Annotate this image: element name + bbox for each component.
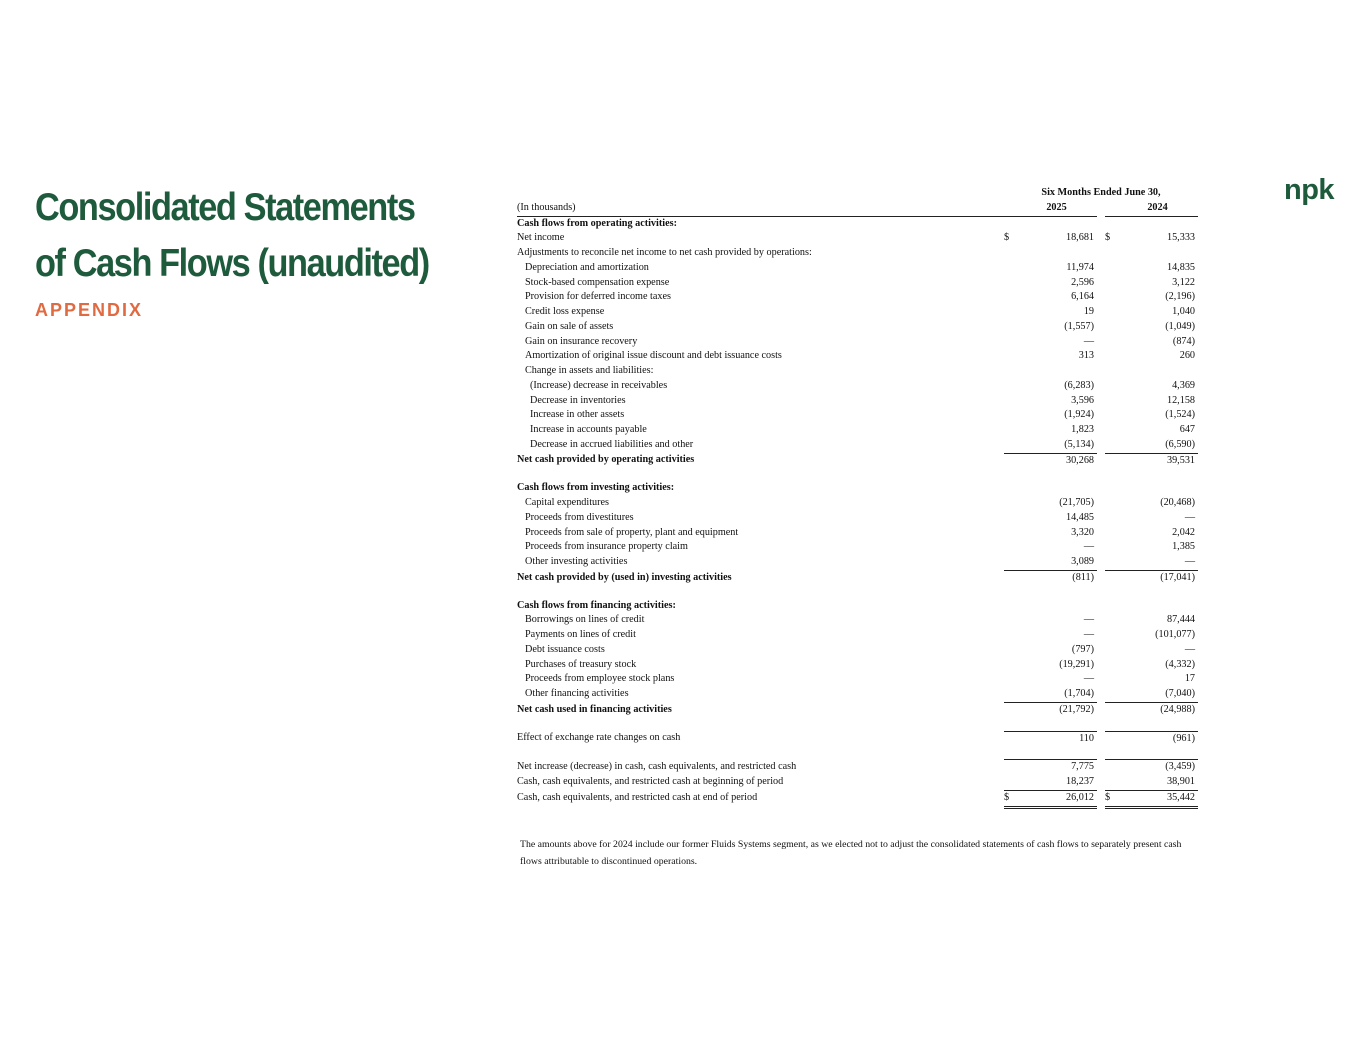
currency-symbol-2024 — [1105, 672, 1117, 687]
header-gap — [1097, 201, 1105, 216]
currency-symbol-2025 — [1004, 731, 1016, 746]
column-gap — [1097, 760, 1105, 775]
currency-symbol-2024 — [1105, 276, 1117, 291]
table-row — [517, 687, 1198, 702]
currency-symbol-2024 — [1105, 687, 1117, 702]
spacer-cell — [517, 586, 1004, 599]
spacer-cell — [1097, 468, 1105, 481]
column-gap — [1097, 702, 1105, 717]
currency-symbol-2024 — [1105, 349, 1117, 364]
currency-symbol-2025: $ — [1004, 790, 1016, 807]
line-item-label: Gain on sale of assets — [525, 320, 614, 332]
currency-symbol-2025 — [1004, 394, 1016, 409]
line-item-label: Other financing activities — [525, 688, 629, 700]
line-item-label: Gain on insurance recovery — [525, 335, 638, 347]
line-item-label: Proceeds from employee stock plans — [525, 673, 675, 685]
column-gap — [1097, 408, 1105, 423]
column-gap — [1097, 246, 1105, 261]
line-item-label: Proceeds from divestitures — [525, 511, 634, 523]
currency-symbol-2024 — [1105, 335, 1117, 350]
value-2024: (17,041) — [1160, 571, 1195, 583]
column-gap — [1097, 335, 1105, 350]
column-gap — [1097, 628, 1105, 643]
table-row — [517, 672, 1198, 687]
currency-symbol-2025 — [1004, 335, 1016, 350]
column-gap — [1097, 453, 1105, 468]
value-2025: 18,681 — [1065, 232, 1094, 244]
section-header-row — [517, 481, 1198, 496]
line-item-label: Cash, cash equivalents, and restricted cash at beginning of period — [517, 776, 784, 788]
spacer-cell — [1117, 746, 1198, 760]
spacer-cell — [1117, 468, 1198, 481]
column-gap — [1097, 305, 1105, 320]
value-2024: 17 — [1184, 673, 1195, 685]
line-item-label: Adjustments to reconcile net income to net cash provided by operations: — [517, 247, 812, 258]
value-2025: 6,164 — [1071, 291, 1094, 303]
value-2025: — — [1083, 541, 1094, 553]
value-2025 — [1016, 216, 1097, 231]
value-2024: 1,040 — [1172, 306, 1195, 317]
currency-symbol-2025 — [1004, 481, 1016, 496]
line-item-label: Cash flows from financing activities: — [517, 599, 676, 611]
currency-symbol-2024 — [1105, 246, 1117, 261]
line-item-label: Payments on lines of credit — [525, 629, 636, 640]
value-2024: 87,444 — [1166, 614, 1195, 626]
value-2025: (1,557) — [1064, 320, 1094, 332]
value-2024: (3,459) — [1117, 760, 1198, 775]
currency-symbol-2025 — [1004, 511, 1016, 526]
table-header-spacer — [517, 186, 1004, 201]
currency-symbol-2024 — [1105, 320, 1117, 335]
column-gap — [1097, 231, 1105, 246]
line-item-label: Decrease in inventories — [530, 394, 626, 406]
table-row — [517, 364, 1198, 379]
header-cell — [1105, 201, 1117, 216]
table-row — [517, 760, 1198, 775]
currency-symbol-2024 — [1105, 731, 1117, 746]
line-item-label: Stock-based compensation expense — [525, 276, 670, 288]
value-2025: 313 — [1078, 350, 1094, 362]
value-2024: 14,835 — [1166, 261, 1195, 273]
column-gap — [1097, 687, 1105, 702]
table-row — [517, 438, 1198, 453]
spacer-cell — [1016, 468, 1097, 481]
table-row — [517, 231, 1198, 246]
spacer-row — [517, 586, 1198, 599]
table-row — [517, 276, 1198, 291]
line-item-label: (Increase) decrease in receivables — [530, 379, 668, 391]
column-gap — [1097, 672, 1105, 687]
footnote: The amounts above for 2024 include our former Fluids Systems segment, as we elected not to adjust the consolidated statements of cash flows to separately present cash flows attributable to discontinued operations. — [520, 839, 1182, 867]
spacer-cell — [517, 718, 1004, 732]
value-2025: 14,485 — [1065, 511, 1094, 523]
currency-symbol-2024 — [1105, 760, 1117, 775]
spacer-cell — [1004, 718, 1016, 732]
value-2025: (5,134) — [1016, 438, 1097, 453]
currency-symbol-2025 — [1004, 379, 1016, 394]
spacer-cell — [1016, 718, 1097, 732]
table-row — [517, 379, 1198, 394]
table-row — [517, 643, 1198, 658]
table-row — [517, 394, 1198, 409]
line-item-label: Increase in other assets — [530, 409, 625, 421]
currency-symbol-2025 — [1004, 555, 1016, 570]
total-row — [517, 702, 1198, 717]
table-row — [517, 261, 1198, 276]
currency-symbol-2025 — [1004, 261, 1016, 276]
line-item-label: Cash flows from operating activities: — [517, 217, 677, 229]
table-row — [517, 511, 1198, 526]
currency-symbol-2025 — [1004, 423, 1016, 438]
line-item-label: Cash flows from investing activities: — [517, 482, 675, 494]
currency-symbol-2024 — [1105, 408, 1117, 423]
value-2024: 39,531 — [1166, 454, 1195, 466]
value-2024: (2,196) — [1165, 291, 1195, 303]
year-2025-header: 2025 — [1016, 201, 1097, 216]
currency-symbol-2024 — [1105, 379, 1117, 394]
currency-symbol-2025 — [1004, 305, 1016, 320]
page-title — [35, 180, 440, 292]
spacer-cell — [1105, 586, 1117, 599]
value-2024: — — [1117, 555, 1198, 570]
spacer-row — [517, 468, 1198, 481]
value-2025: 7,775 — [1016, 760, 1097, 775]
value-2025 — [1016, 246, 1097, 261]
currency-symbol-2025 — [1004, 672, 1016, 687]
value-2025: — — [1083, 629, 1094, 640]
value-2024: (101,077) — [1155, 629, 1195, 640]
currency-symbol-2024 — [1105, 216, 1117, 231]
currency-symbol-2024 — [1105, 599, 1117, 614]
currency-symbol-2025 — [1004, 216, 1016, 231]
value-2024: 2,042 — [1172, 526, 1195, 538]
line-item-label: Amortization of original issue discount and debt issuance costs — [525, 350, 782, 362]
currency-symbol-2025 — [1004, 408, 1016, 423]
line-item-label: Cash, cash equivalents, and restricted cash at end of period — [517, 792, 758, 804]
currency-symbol-2025 — [1004, 628, 1016, 643]
line-item-label: Debt issuance costs — [525, 643, 605, 655]
table-row — [517, 613, 1198, 628]
column-gap — [1097, 540, 1105, 555]
currency-symbol-2025 — [1004, 349, 1016, 364]
column-gap — [1097, 364, 1105, 379]
npk-logo: npk — [1284, 174, 1335, 206]
currency-symbol-2024 — [1105, 775, 1117, 790]
column-gap — [1097, 599, 1105, 614]
currency-symbol-2025 — [1004, 658, 1016, 673]
table-row — [517, 320, 1198, 335]
table-row — [517, 290, 1198, 305]
value-2024: (7,040) — [1117, 687, 1198, 702]
spacer-cell — [1117, 718, 1198, 732]
table-row — [517, 628, 1198, 643]
value-2024 — [1117, 216, 1198, 231]
line-item-label: Net cash provided by operating activities — [517, 454, 695, 466]
cash-flow-table — [517, 186, 1198, 809]
total-row — [517, 453, 1198, 468]
line-item-label: Net income — [517, 232, 565, 244]
line-item-label: Credit loss expense — [525, 306, 605, 317]
value-2025: (21,792) — [1059, 703, 1094, 715]
total-row — [517, 570, 1198, 585]
table-row — [517, 731, 1198, 746]
table-row — [517, 408, 1198, 423]
line-item-label: Borrowings on lines of credit — [525, 614, 645, 626]
currency-symbol-2025 — [1004, 599, 1016, 614]
spacer-cell — [1004, 746, 1016, 760]
currency-symbol-2024 — [1105, 364, 1117, 379]
line-item-label: Purchases of treasury stock — [525, 658, 637, 670]
column-gap — [1097, 394, 1105, 409]
section-label: APPENDIX — [35, 300, 144, 320]
table-row — [517, 658, 1198, 673]
value-2024: 15,333 — [1166, 232, 1195, 244]
column-gap — [1097, 481, 1105, 496]
spacer-cell — [1105, 468, 1117, 481]
currency-symbol-2025 — [1004, 687, 1016, 702]
header-cell — [1004, 201, 1016, 216]
value-2025 — [1016, 599, 1097, 614]
table-period-header-row — [517, 186, 1198, 201]
value-2024: (1,524) — [1165, 409, 1195, 421]
table-row — [517, 349, 1198, 364]
year-2024-header: 2024 — [1117, 201, 1198, 216]
column-gap — [1097, 349, 1105, 364]
section-header-row — [517, 599, 1198, 614]
value-2025: (21,705) — [1059, 497, 1094, 508]
currency-symbol-2024 — [1105, 702, 1117, 717]
value-2024: 3,122 — [1172, 276, 1195, 288]
value-2024: 647 — [1179, 424, 1195, 435]
cash-flow-table-body — [517, 186, 1198, 807]
column-gap — [1097, 613, 1105, 628]
page-title-line-2: of Cash Flows (unaudited) — [35, 242, 429, 285]
table-row — [517, 526, 1198, 541]
currency-symbol-2025 — [1004, 775, 1016, 790]
column-gap — [1097, 423, 1105, 438]
line-item-label: Effect of exchange rate changes on cash — [517, 732, 681, 744]
currency-symbol-2024 — [1105, 511, 1117, 526]
value-2024: 4,369 — [1172, 379, 1195, 391]
value-2024: 38,901 — [1117, 775, 1198, 790]
value-2025: — — [1083, 673, 1094, 685]
column-gap — [1097, 290, 1105, 305]
table-year-header-row — [517, 201, 1198, 216]
value-2025: 30,268 — [1065, 454, 1094, 466]
spacer-cell — [1097, 586, 1105, 599]
currency-symbol-2024 — [1105, 540, 1117, 555]
currency-symbol-2025 — [1004, 570, 1016, 585]
value-2024 — [1117, 481, 1198, 496]
value-2024: — — [1184, 511, 1195, 523]
currency-symbol-2024: $ — [1105, 232, 1111, 244]
column-gap — [1097, 570, 1105, 585]
column-gap — [1097, 261, 1105, 276]
value-2024: (874) — [1172, 335, 1195, 347]
page-title-line-1: Consolidated Statements — [35, 186, 415, 229]
value-2025: — — [1083, 335, 1094, 347]
currency-symbol-2024 — [1105, 526, 1117, 541]
column-gap — [1097, 526, 1105, 541]
currency-symbol-2025 — [1004, 540, 1016, 555]
currency-symbol-2025 — [1004, 496, 1016, 511]
value-2025: 3,089 — [1016, 555, 1097, 570]
currency-symbol-2024 — [1105, 613, 1117, 628]
line-item-label: Capital expenditures — [525, 497, 610, 508]
currency-symbol-2024 — [1105, 570, 1117, 585]
currency-symbol-2024 — [1105, 658, 1117, 673]
spacer-cell — [1004, 468, 1016, 481]
currency-symbol-2025 — [1004, 246, 1016, 261]
column-gap — [1097, 643, 1105, 658]
value-2025: (1,704) — [1016, 687, 1097, 702]
value-2025: 18,237 — [1016, 775, 1097, 790]
currency-symbol-2024 — [1105, 496, 1117, 511]
currency-symbol-2025 — [1004, 526, 1016, 541]
column-gap — [1097, 775, 1105, 790]
value-2024: 1,385 — [1172, 541, 1195, 553]
value-2025: 1,823 — [1071, 424, 1094, 435]
value-2025 — [1016, 481, 1097, 496]
currency-symbol-2025 — [1004, 453, 1016, 468]
spacer-cell — [1016, 586, 1097, 599]
value-2024 — [1117, 599, 1198, 614]
value-2024: (961) — [1117, 731, 1198, 746]
currency-symbol-2024 — [1105, 438, 1117, 453]
spacer-cell — [1117, 586, 1198, 599]
spacer-cell — [517, 746, 1004, 760]
currency-symbol-2024 — [1105, 481, 1117, 496]
value-2024: 35,442 — [1117, 790, 1198, 807]
column-gap — [1097, 555, 1105, 570]
line-item-label: Proceeds from insurance property claim — [525, 541, 688, 553]
currency-symbol-2024 — [1105, 261, 1117, 276]
column-gap — [1097, 511, 1105, 526]
value-2025: (19,291) — [1059, 658, 1094, 670]
currency-symbol-2024 — [1105, 290, 1117, 305]
table-row — [517, 555, 1198, 570]
spacer-cell — [1097, 718, 1105, 732]
column-gap — [1097, 216, 1105, 231]
spacer-row — [517, 746, 1198, 760]
value-2024: (20,468) — [1160, 497, 1195, 508]
currency-symbol-2025 — [1004, 643, 1016, 658]
table-row — [517, 496, 1198, 511]
value-2025 — [1016, 364, 1097, 379]
table-row — [517, 305, 1198, 320]
currency-symbol-2025 — [1004, 276, 1016, 291]
value-2024: 12,158 — [1166, 394, 1195, 406]
value-2025: 11,974 — [1066, 261, 1094, 273]
column-gap — [1097, 658, 1105, 673]
value-2025: 26,012 — [1016, 790, 1097, 807]
currency-symbol-2024 — [1105, 555, 1117, 570]
value-2024: (1,049) — [1165, 320, 1195, 332]
line-item-label: Decrease in accrued liabilities and other — [530, 439, 694, 450]
section-header-row — [517, 216, 1198, 231]
spacer-cell — [1105, 746, 1117, 760]
spacer-cell — [1016, 746, 1097, 760]
column-gap — [1097, 731, 1105, 746]
currency-symbol-2025: $ — [1004, 232, 1010, 244]
table-row — [517, 246, 1198, 261]
table-row — [517, 540, 1198, 555]
value-2025: 3,320 — [1071, 526, 1094, 538]
value-2025: 3,596 — [1071, 394, 1094, 406]
spacer-cell — [1105, 718, 1117, 732]
currency-symbol-2025 — [1004, 290, 1016, 305]
currency-symbol-2025 — [1004, 613, 1016, 628]
line-item-label: Net cash used in financing activities — [517, 703, 672, 715]
currency-symbol-2024 — [1105, 394, 1117, 409]
table-row — [517, 775, 1198, 790]
line-item-label: Provision for deferred income taxes — [525, 291, 671, 303]
column-gap — [1097, 320, 1105, 335]
spacer-row — [517, 718, 1198, 732]
value-2025: (1,924) — [1064, 409, 1094, 421]
line-item-label: Net cash provided by (used in) investing activities — [517, 571, 732, 583]
line-item-label: Depreciation and amortization — [525, 261, 649, 273]
period-header: Six Months Ended June 30, — [1041, 187, 1161, 198]
spacer-cell — [1004, 586, 1016, 599]
value-2024: (24,988) — [1160, 703, 1195, 715]
currency-symbol-2024 — [1105, 453, 1117, 468]
column-gap — [1097, 276, 1105, 291]
value-2024: (4,332) — [1165, 658, 1195, 670]
line-item-label: Other investing activities — [525, 556, 628, 568]
currency-symbol-2025 — [1004, 702, 1016, 717]
units-label: (In thousands) — [517, 201, 1004, 216]
line-item-label: Proceeds from sale of property, plant and equipment — [525, 526, 739, 538]
value-2025: 2,596 — [1071, 276, 1094, 288]
value-2024: 260 — [1179, 350, 1195, 362]
value-2024: (6,590) — [1117, 438, 1198, 453]
spacer-cell — [1097, 746, 1105, 760]
currency-symbol-2024 — [1105, 643, 1117, 658]
currency-symbol-2024 — [1105, 423, 1117, 438]
currency-symbol-2025 — [1004, 760, 1016, 775]
value-2024: — — [1184, 643, 1195, 655]
value-2025: (811) — [1072, 571, 1094, 583]
line-item-label: Net increase (decrease) in cash, cash equivalents, and restricted cash — [517, 761, 797, 772]
table-row — [517, 423, 1198, 438]
value-2025: 110 — [1016, 731, 1097, 746]
currency-symbol-2025 — [1004, 438, 1016, 453]
value-2025: (6,283) — [1064, 379, 1094, 391]
value-2024 — [1117, 246, 1198, 261]
currency-symbol-2025 — [1004, 320, 1016, 335]
line-item-label: Increase in accounts payable — [530, 424, 647, 435]
column-gap — [1097, 496, 1105, 511]
value-2024 — [1117, 364, 1198, 379]
value-2025: — — [1083, 614, 1094, 626]
value-2025: 19 — [1083, 306, 1094, 317]
currency-symbol-2024: $ — [1105, 790, 1117, 807]
currency-symbol-2024 — [1105, 305, 1117, 320]
column-gap — [1097, 379, 1105, 394]
column-gap — [1097, 438, 1105, 453]
spacer-cell — [517, 468, 1004, 481]
currency-symbol-2025 — [1004, 364, 1016, 379]
table-row — [517, 335, 1198, 350]
column-gap — [1097, 790, 1105, 807]
value-2025: (797) — [1071, 643, 1094, 655]
line-item-label: Change in assets and liabilities: — [525, 365, 654, 376]
currency-symbol-2024 — [1105, 628, 1117, 643]
table-row — [517, 790, 1198, 807]
